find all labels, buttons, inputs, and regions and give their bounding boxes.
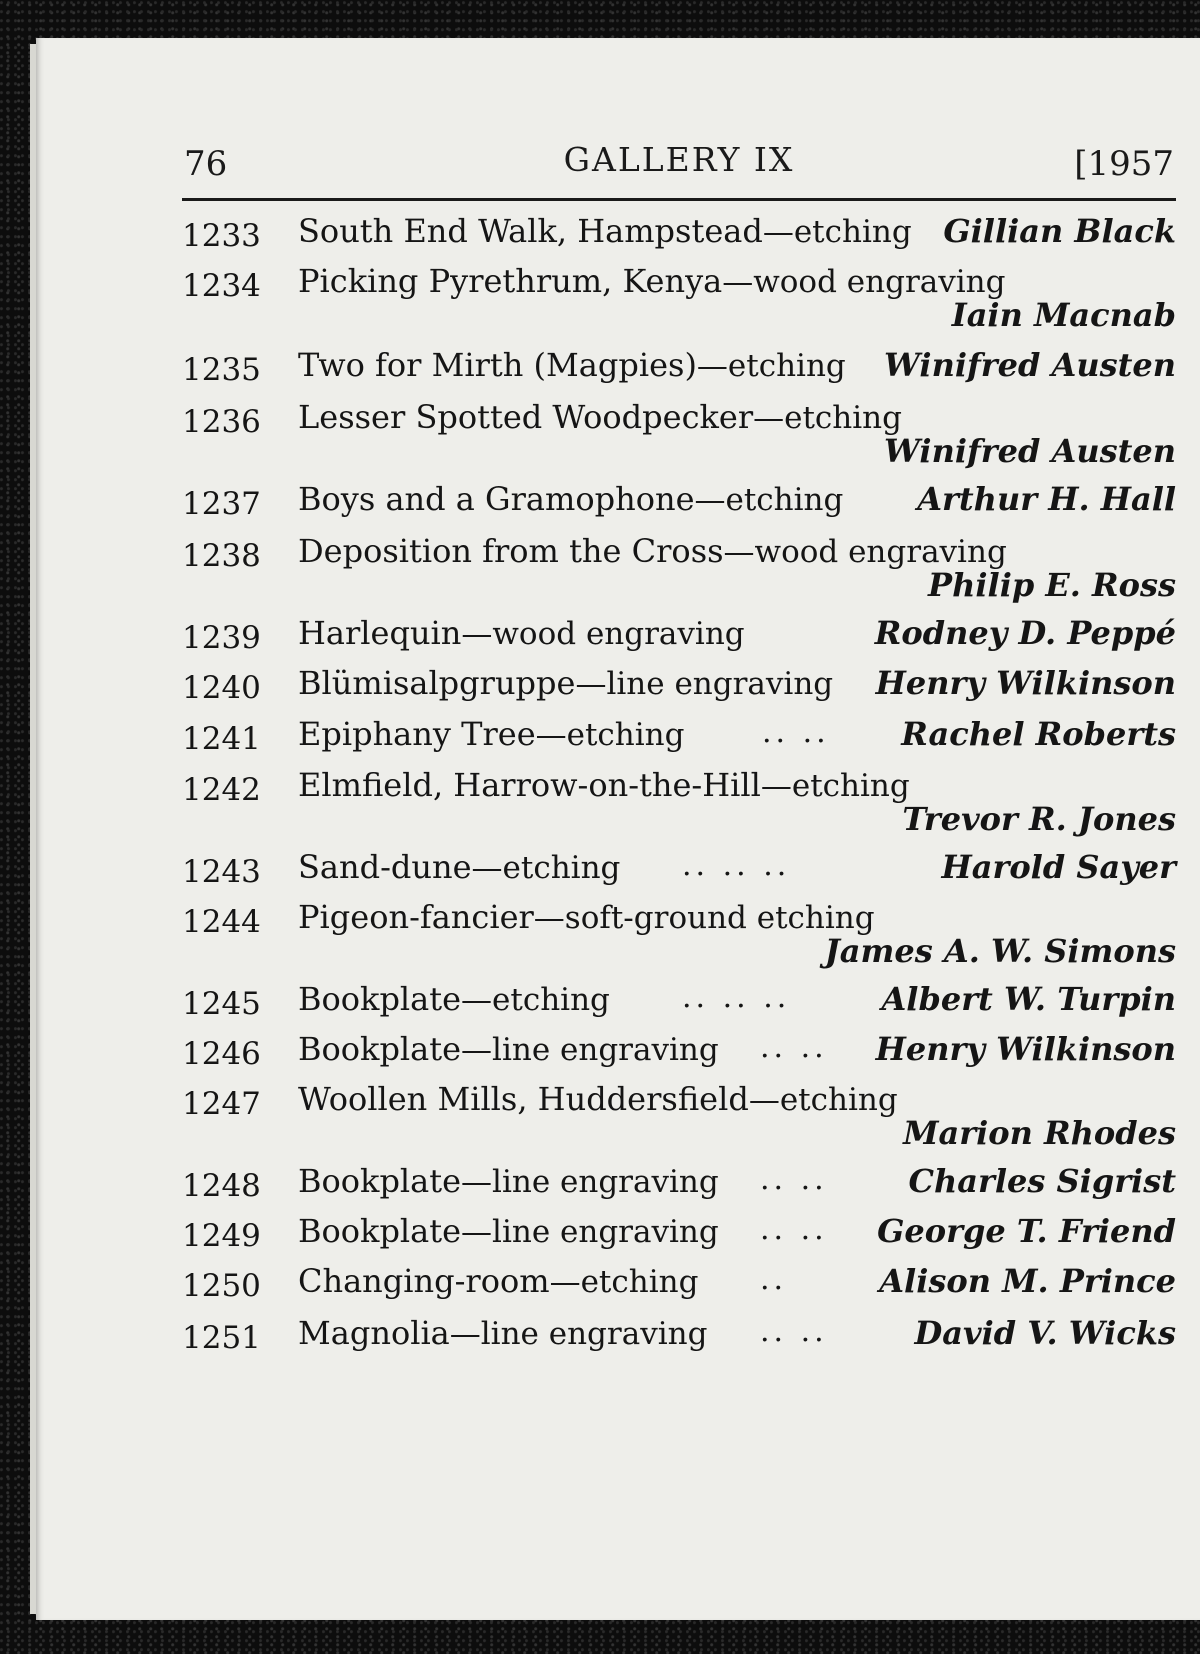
entry-title: Magnolia—line engraving bbox=[298, 1314, 708, 1352]
leader-dots: .. .. .. bbox=[682, 980, 791, 1015]
entry-medium: —line engraving bbox=[449, 1316, 708, 1352]
entry-artist: Henry Wilkinson bbox=[875, 664, 1176, 702]
entry-medium: —etching bbox=[760, 768, 910, 804]
entry-title: Bookplate—line engraving bbox=[298, 1162, 719, 1200]
entry-medium: —line engraving bbox=[461, 1164, 719, 1200]
entry-title: Blümisalpgruppe—line engraving bbox=[298, 664, 834, 702]
entry-number: 1249 bbox=[182, 1218, 261, 1254]
entry-artist: Gillian Black bbox=[943, 212, 1176, 250]
entry-number: 1236 bbox=[182, 404, 261, 440]
entry-title: Boys and a Gramophone—etching bbox=[298, 480, 844, 518]
entry-number: 1237 bbox=[182, 486, 261, 522]
leader-dots: .. bbox=[760, 1262, 788, 1297]
entry-number: 1241 bbox=[182, 721, 261, 757]
entry-medium: —wood engraving bbox=[461, 616, 745, 652]
year: [1957 bbox=[1074, 144, 1174, 184]
entry-artist: Winifred Austen bbox=[884, 346, 1176, 384]
entry-title: Woollen Mills, Huddersfield—etching bbox=[298, 1080, 898, 1118]
entry-medium: —wood engraving bbox=[723, 534, 1007, 570]
entry-number: 1233 bbox=[182, 218, 261, 254]
entry-number: 1242 bbox=[182, 772, 261, 808]
entry-number: 1238 bbox=[182, 538, 261, 574]
entry-medium: —etching bbox=[471, 850, 621, 886]
entry-medium: —etching bbox=[762, 214, 912, 250]
entry-number: 1235 bbox=[182, 352, 261, 388]
entry-title: Bookplate—line engraving bbox=[298, 1212, 719, 1250]
entry-title: Deposition from the Cross—wood engraving bbox=[298, 532, 1007, 570]
entry-artist: Rodney D. Peppé bbox=[874, 614, 1176, 652]
entry-number: 1240 bbox=[182, 670, 261, 706]
entry-number: 1248 bbox=[182, 1168, 261, 1204]
entry-medium: —etching bbox=[748, 1082, 898, 1118]
entry-number: 1245 bbox=[182, 986, 261, 1022]
entry-number: 1234 bbox=[182, 268, 261, 304]
leader-dots: .. .. bbox=[760, 1162, 828, 1197]
page-header bbox=[184, 138, 1174, 186]
entry-number: 1244 bbox=[182, 904, 261, 940]
entry-medium: —wood engraving bbox=[722, 264, 1006, 300]
entry-title: Epiphany Tree—etching bbox=[298, 715, 685, 753]
leader-dots: .. .. bbox=[760, 1212, 828, 1247]
entry-medium: —etching bbox=[461, 982, 610, 1018]
entry-title: Changing-room—etching bbox=[298, 1262, 699, 1300]
entry-artist: Arthur H. Hall bbox=[917, 480, 1176, 518]
entry-title: Bookplate—etching bbox=[298, 980, 610, 1018]
entry-title: Two for Mirth (Magpies)—etching bbox=[298, 346, 846, 384]
entry-medium: —etching bbox=[694, 482, 844, 518]
entry-title: Lesser Spotted Woodpecker—etching bbox=[298, 398, 902, 436]
entry-artist: Trevor R. Jones bbox=[902, 800, 1176, 838]
entry-artist: Iain Macnab bbox=[951, 296, 1176, 334]
entry-medium: —line engraving bbox=[461, 1214, 719, 1250]
entry-number: 1239 bbox=[182, 620, 261, 656]
entry-artist: Henry Wilkinson bbox=[875, 1030, 1176, 1068]
page-title: GALLERY IX bbox=[563, 140, 795, 179]
entry-artist: Charles Sigrist bbox=[908, 1162, 1176, 1200]
entry-medium: —etching bbox=[535, 717, 685, 753]
entry-medium: —etching bbox=[696, 348, 846, 384]
entry-number: 1250 bbox=[182, 1268, 261, 1304]
entry-number: 1246 bbox=[182, 1036, 261, 1072]
entry-artist: Alison M. Prince bbox=[879, 1262, 1176, 1300]
header-rule bbox=[182, 198, 1176, 201]
leader-dots: .. .. bbox=[760, 1314, 828, 1349]
entry-title: Bookplate—line engraving bbox=[298, 1030, 719, 1068]
entry-artist: James A. W. Simons bbox=[824, 932, 1176, 970]
leader-dots: .. .. .. bbox=[682, 848, 791, 883]
entry-title: Elmfield, Harrow-on-the-Hill—etching bbox=[298, 766, 910, 804]
entry-artist: Philip E. Ross bbox=[928, 566, 1176, 604]
entry-artist: Rachel Roberts bbox=[901, 715, 1176, 753]
entry-artist: Marion Rhodes bbox=[903, 1114, 1176, 1152]
entry-medium: —line engraving bbox=[575, 666, 834, 702]
entry-artist: David V. Wicks bbox=[914, 1314, 1176, 1352]
entry-title: Harlequin—wood engraving bbox=[298, 614, 745, 652]
entry-artist: George T. Friend bbox=[877, 1212, 1176, 1250]
entry-artist: Harold Sayer bbox=[941, 848, 1176, 886]
entry-artist: Albert W. Turpin bbox=[881, 980, 1176, 1018]
page-number: 76 bbox=[184, 144, 228, 184]
entry-number: 1247 bbox=[182, 1086, 261, 1122]
entry-title: South End Walk, Hampstead—etching bbox=[298, 212, 912, 250]
entry-artist: Winifred Austen bbox=[884, 432, 1176, 470]
entry-medium: —etching bbox=[753, 400, 902, 436]
leader-dots: .. .. bbox=[762, 715, 830, 750]
entry-medium: —etching bbox=[549, 1264, 699, 1300]
entry-title: Picking Pyrethrum, Kenya—wood engraving bbox=[298, 262, 1006, 300]
entry-medium: —line engraving bbox=[461, 1032, 719, 1068]
entry-medium: —soft-ground etching bbox=[533, 900, 875, 936]
entry-number: 1243 bbox=[182, 854, 261, 890]
leader-dots: .. .. bbox=[760, 1030, 828, 1065]
entry-title: Sand-dune—etching bbox=[298, 848, 621, 886]
entry-number: 1251 bbox=[182, 1320, 261, 1356]
entry-title: Pigeon-fancier—soft-ground etching bbox=[298, 898, 875, 936]
